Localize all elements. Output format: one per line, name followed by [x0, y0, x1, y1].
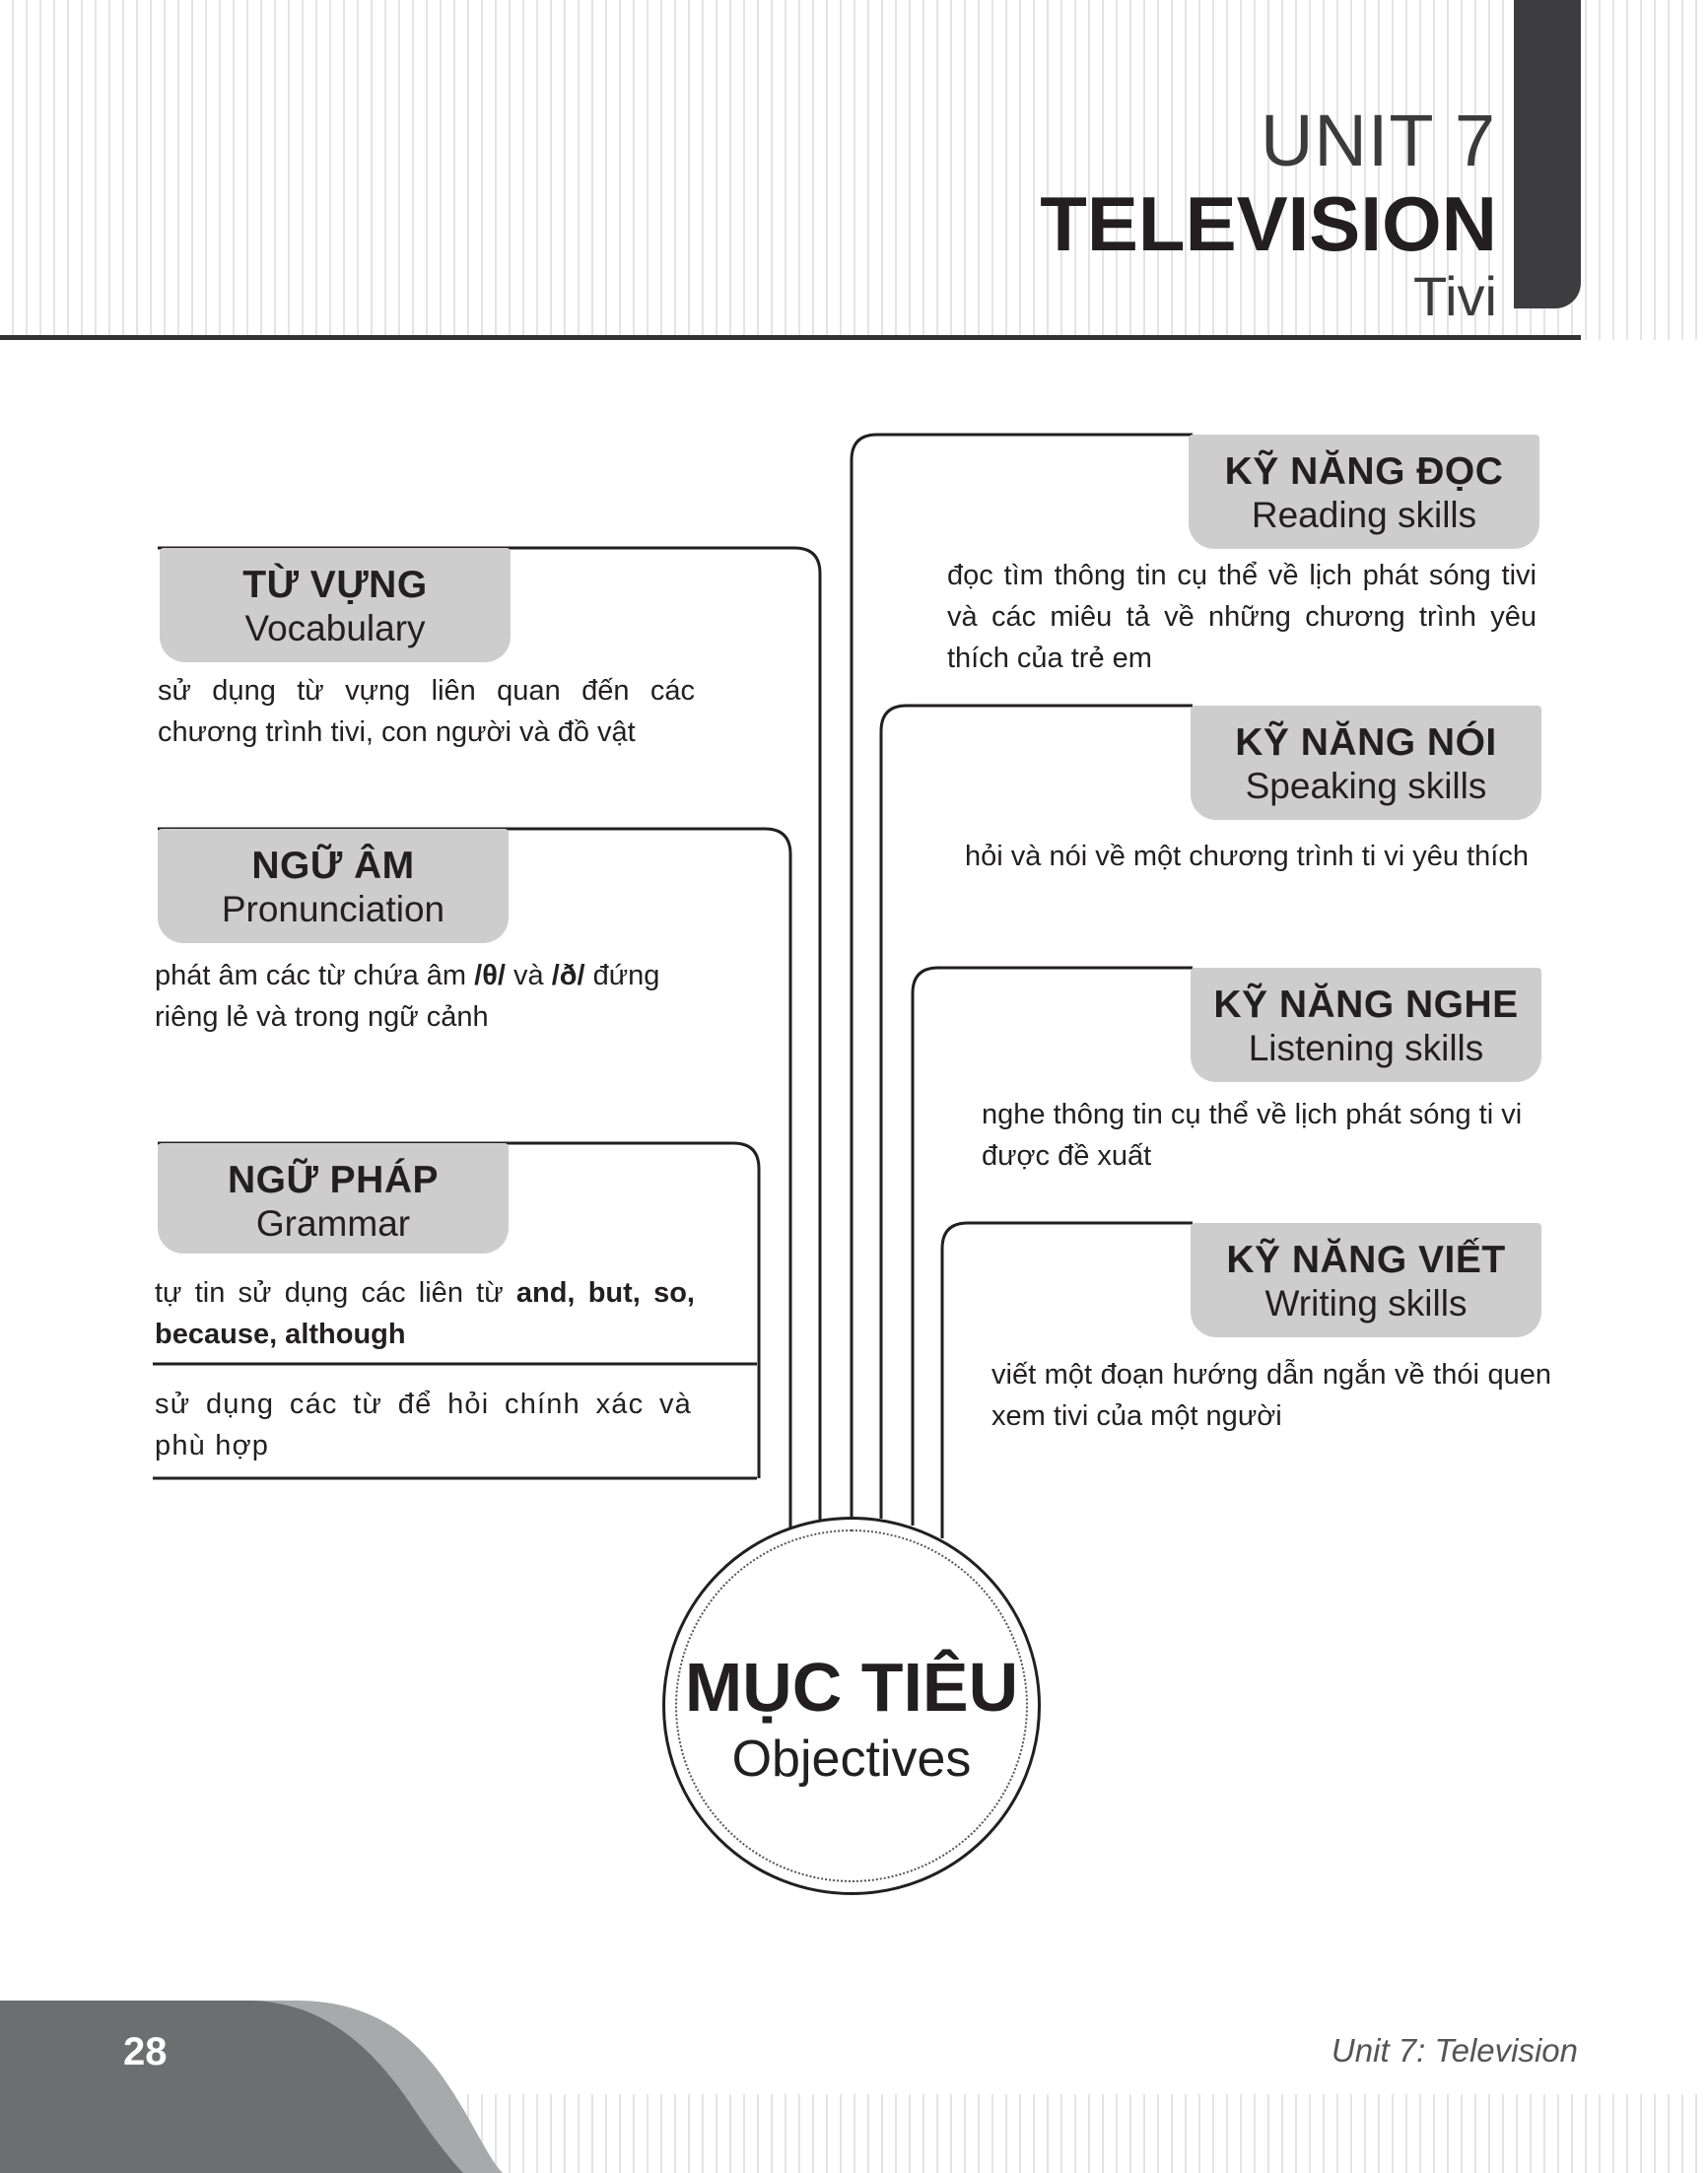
objectives-subtitle: Objectives [731, 1731, 972, 1788]
theta-symbol: /θ/ [474, 960, 506, 991]
footer-wave-dark [0, 2001, 463, 2173]
grammar-description-questions: sử dụng các từ để hỏi chính xác và phù hợp [155, 1389, 692, 1461]
pronunciation-title: NGỮ ÂM [251, 845, 415, 887]
unit-label: UNIT 7 [1260, 100, 1496, 181]
writing-description: viết một đoạn hướng dẫn ngắn về thói quen xem tivi của một người [991, 1359, 1551, 1432]
vocabulary-description: sử dụng từ vựng liên quan đến các chương trình tivi, con người và đồ vật [158, 675, 695, 748]
pronunciation-text-1: phát âm các từ chứa âm [155, 960, 475, 991]
grammar-label [158, 1143, 509, 1254]
listening-label [1191, 968, 1541, 1082]
listening-subtitle: Listening skills [1248, 1028, 1484, 1068]
pronunciation-subtitle: Pronunciation [221, 889, 445, 929]
grammar-description-conjunctions [155, 1272, 695, 1355]
objectives-title: MỤC TIÊU [684, 1649, 1019, 1726]
eth-symbol: /ð/ [551, 960, 585, 991]
pronunciation-text-2: và [505, 960, 552, 991]
reading-subtitle: Reading skills [1251, 495, 1477, 535]
grammar-conjunctions: and, but, so, because, although [155, 1277, 695, 1350]
connector-listening [913, 968, 1193, 1526]
writing-title: KỸ NĂNG VIẾT [1226, 1239, 1506, 1281]
pronunciation-label [158, 829, 509, 943]
vocabulary-subtitle: Vocabulary [244, 608, 426, 648]
speaking-title: KỸ NĂNG NÓI [1235, 721, 1497, 764]
speaking-label [1191, 706, 1541, 820]
listening-description: nghe thông tin cụ thể về lịch phát sóng ti vi được đề xuất [982, 1099, 1523, 1172]
pronunciation-text-3: đứng riêng lẻ và trong ngữ cảnh [155, 960, 660, 1033]
grammar-title: NGỮ PHÁP [227, 1159, 440, 1201]
reading-description: đọc tìm thông tin cụ thể về lịch phát sóng tivi và các miêu tả về những chương trình yêu thích của trẻ em [947, 560, 1537, 674]
listening-title: KỸ NĂNG NGHE [1213, 984, 1519, 1026]
pronunciation-description [155, 955, 707, 1038]
reading-label [1189, 435, 1539, 549]
speaking-description: hỏi và nói về một chương trình ti vi yêu thích [965, 841, 1529, 872]
grammar-text: tự tin sử dụng các liên từ [155, 1277, 516, 1309]
unit-title: TELEVISION [1040, 180, 1497, 267]
page-number: 28 [123, 2030, 168, 2073]
reading-title: KỸ NĂNG ĐỌC [1224, 450, 1504, 493]
footer-wave [0, 2001, 512, 2173]
grammar-subtitle: Grammar [255, 1203, 411, 1244]
writing-label [1191, 1223, 1541, 1337]
writing-subtitle: Writing skills [1264, 1283, 1468, 1324]
vocabulary-label [160, 548, 511, 662]
footer-title: Unit 7: Television [1331, 2032, 1578, 2069]
speaking-subtitle: Speaking skills [1245, 766, 1487, 806]
vocabulary-title: TỪ VỰNG [242, 564, 428, 606]
unit-subtitle: Tivi [1412, 265, 1497, 327]
